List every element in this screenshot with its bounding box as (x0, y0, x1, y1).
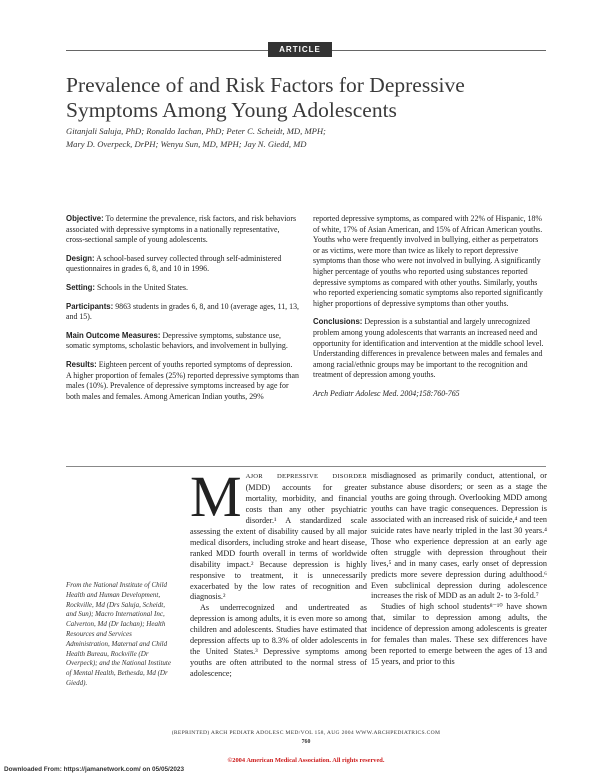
conclusions-text: Depression is a substantial and largely unrecognized problem among young adolescents that warrants an increased need and opportunity for identification and intervention at the middle school level. Understanding differences in prevalence between males and females and among racial/ethnic groups may be important to the recognition and treatment of depression among youths. (313, 317, 544, 380)
body-paragraph-3: misdiagnosed as primarily conduct, attentional, or substance abuse disorders; or seen as a stage the youths are going through. Overlooking MDD among youths can have tragic consequences. Depression is associated with an increased risk of suicide,⁴ and teen suicide rates have nearly tripled in the last 30 years.⁴ Those who experience depression at an early age often struggle with depression throughout their lives,⁵ and in many cases, early onset of depression predicts more severe depression during adulthood.⁶ Even subclinical depression during adolescence increases the risk of MDD as an adult 2- to 3-fold.⁷ (371, 471, 547, 601)
abstract-left-column (66, 214, 299, 410)
results-label: Results: (66, 359, 97, 369)
body-column-2 (371, 471, 547, 668)
citation: Arch Pediatr Adolesc Med. 2004;158:760-765 (313, 388, 460, 398)
body-column-1 (190, 464, 367, 680)
abstract-setting (66, 283, 299, 294)
body-paragraph-4: Studies of high school students⁸⁻¹⁰ have shown that, similar to depression among adults, the incidence of depression among adolescents is greater for females than males. These sex differences have been reported to emerge between the ages of 13 and 15 years, and prior to this (371, 602, 547, 667)
title-line-1: Prevalence of and Risk Factors for Depressive (66, 73, 465, 97)
title-line-2: Symptoms Among Young Adolescents (66, 98, 397, 122)
objective-label: Objective: (66, 214, 104, 223)
objective-text: To determine the prevalence, risk factors, and risk behaviors associated with depressive symptoms in a nationally representative, cross-sectional sample of young adolescents. (66, 214, 297, 245)
design-label: Design: (66, 253, 95, 263)
download-stamp: Downloaded From: https://jamanetwork.com/ on 05/05/2023 (4, 766, 185, 773)
article-type-tag: ARTICLE (268, 42, 332, 57)
setting-text: Schools in the United States. (97, 282, 188, 292)
page-number: 760 (301, 739, 311, 745)
body-paragraph-1 (190, 464, 367, 603)
article-title (66, 73, 546, 123)
outcome-text: Depressive symptoms, substance use, somatic symptoms, scholastic behaviors, and involvement in bullying. (66, 330, 288, 351)
outcome-label: Main Outcome Measures: (66, 330, 161, 340)
abstract-conclusions (313, 317, 546, 381)
body-paragraph-2: As underrecognized and undertreated as depression is among adults, it is even more so among children and adolescents. Studies have estimated that depression affects up to 8.3% of older adolescents in the United States.³ Depressive symptoms among youths are often attributed to the normal stress of adolescence; (190, 603, 367, 679)
design-text: A school-based survey collected through self-administered questionnaires in grades 6, 8, and 10 in 1996. (66, 253, 282, 274)
abstract-participants (66, 302, 299, 323)
abstract-design (66, 254, 299, 275)
author-list (66, 125, 546, 150)
abstract-right-column (313, 214, 546, 408)
copyright-notice: ©2004 American Medical Association. All rights reserved. (227, 757, 385, 764)
journal-footer-line: (REPRINTED) ARCH PEDIATR ADOLESC MED/VOL 158, AUG 2004 WWW.ARCHPEDIATRICS.COM (171, 730, 441, 736)
author-line-2: Mary D. Overpeck, DrPH; Wenyu Sun, MD, MPH; Jay N. Giedd, MD (66, 138, 307, 149)
author-affiliations: From the National Institute of Child Health and Human Development, Rockville, Md (Drs Saluja, Scheidt, and Sun); Macro International Inc, Calverton, Md (Dr Iachan); Health Resources and Services Administration, Maternal and Child Health Bureau, Rockville (Dr Overpeck); and the National Institute of Mental Health, Bethesda, Md (Dr Giedd). (66, 581, 171, 687)
abstract-outcome (66, 331, 299, 352)
results-text: Eighteen percent of youths reported symptoms of depression. A higher proportion of females (25%) reported depressive symptoms than males (10%). Prevalence of depressive symptoms increased by age for both males and females. Among American Indian youths, 29% (66, 359, 299, 401)
setting-label: Setting: (66, 282, 96, 292)
drop-cap: M (190, 464, 242, 529)
opening-smallcaps: AJOR DEPRESSIVE DISORDER (245, 473, 367, 480)
author-line-1: Gitanjali Saluja, PhD; Ronaldo Iachan, PhD; Peter C. Scheidt, MD, MPH; (66, 126, 326, 136)
participants-text: 9863 students in grades 6, 8, and 10 (average ages, 11, 13, and 15). (66, 301, 299, 322)
paragraph-1-text: (MDD) accounts for greater mortality, morbidity, and financial costs than any other psychiatric disorder.¹ A standardized scale assessing the extent of disability caused by all major medical disorders, including stroke and heart disease, ranked MDD fourth overall in terms of worldwide disability impact.² Because depression is highly responsive to treatment, it is unnecessarily exacerbated by the low rates of recognition and diagnosis.² (190, 482, 367, 602)
abstract-results-continued: reported depressive symptoms, as compared with 22% of Hispanic, 18% of white, 17% of Asian American, and 15% of African American youths. Youths who were frequently involved in bullying, either as perpetrators or as victims, were more than twice as likely to report depressive symptoms than those who were not involved in bullying. A significantly higher percentage of youths who reported using substances reported depressive symptoms as compared with other youths. Similarly, youths who reported experiencing somatic symptoms also reported significantly higher proportions of depressive symptoms than other youths. (313, 214, 543, 308)
abstract-results (66, 360, 299, 402)
abstract-divider (66, 466, 546, 467)
abstract-objective (66, 214, 299, 246)
conclusions-label: Conclusions: (313, 317, 363, 327)
participants-label: Participants: (66, 301, 114, 311)
